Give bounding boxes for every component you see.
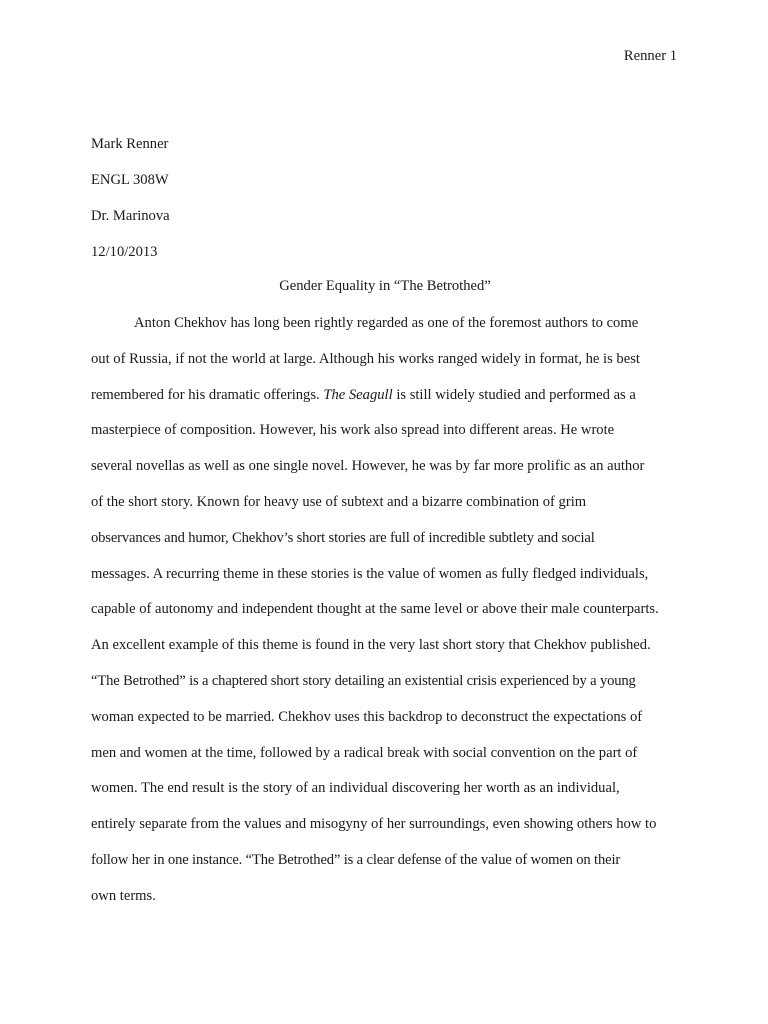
paragraph-text: remembered for his dramatic offerings. <box>91 386 324 403</box>
paragraph-line: messages. A recurring theme in these stories is the value of women as fully fledged individuals, <box>91 565 649 582</box>
paragraph-line <box>91 385 691 421</box>
paragraph-line: entirely separate from the values and misogyny of her surroundings, even showing others how to <box>91 816 657 833</box>
author-name: Mark Renner <box>91 136 169 152</box>
paragraph-line: observances and humor, Chekhov’s short stories are full of incredible subtlety and social <box>91 529 595 546</box>
paragraph-line: woman expected to be married. Chekhov uses this backdrop to deconstruct the expectations of <box>91 708 643 725</box>
paragraph-line: own terms. <box>91 887 156 904</box>
instructor-name: Dr. Marinova <box>91 208 170 224</box>
submission-date: 12/10/2013 <box>91 244 158 260</box>
paragraph-line: men and women at the time, followed by a radical break with social convention on the part of <box>91 744 638 761</box>
paragraph-line: capable of autonomy and independent thought at the same level or above their male counterparts. <box>91 601 659 618</box>
paragraph-line: out of Russia, if not the world at large. Although his works ranged widely in format, he is best <box>91 350 640 367</box>
heading-block <box>91 134 679 278</box>
paragraph-text: is still widely studied and performed as a <box>392 386 636 403</box>
course-name: ENGL 308W <box>91 172 169 188</box>
essay-title: Gender Equality in “The Betrothed” <box>279 278 491 294</box>
paragraph-line: An excellent example of this theme is found in the very last short story that Chekhov published. <box>91 637 651 654</box>
paragraph-line: “The Betrothed” is a chaptered short story detailing an existential crisis experienced by a young <box>91 672 636 689</box>
paragraph-line: women. The end result is the story of an individual discovering her worth as an individual, <box>91 780 620 797</box>
paragraph-line: masterpiece of composition. However, his work also spread into different areas. He wrote <box>91 422 615 439</box>
essay-paragraph <box>91 313 691 922</box>
paragraph-line: several novellas as well as one single novel. However, he was by far more prolific as an author <box>91 458 645 475</box>
work-title-italic: The Seagull <box>323 386 393 403</box>
running-head: Renner 1 <box>623 48 677 64</box>
paragraph-line: follow her in one instance. “The Betrothed” is a clear defense of the value of women on their <box>91 851 621 868</box>
paragraph-line: Anton Chekhov has long been rightly regarded as one of the foremost authors to come <box>134 315 639 331</box>
paragraph-line: of the short story. Known for heavy use of subtext and a bizarre combination of grim <box>91 493 587 510</box>
